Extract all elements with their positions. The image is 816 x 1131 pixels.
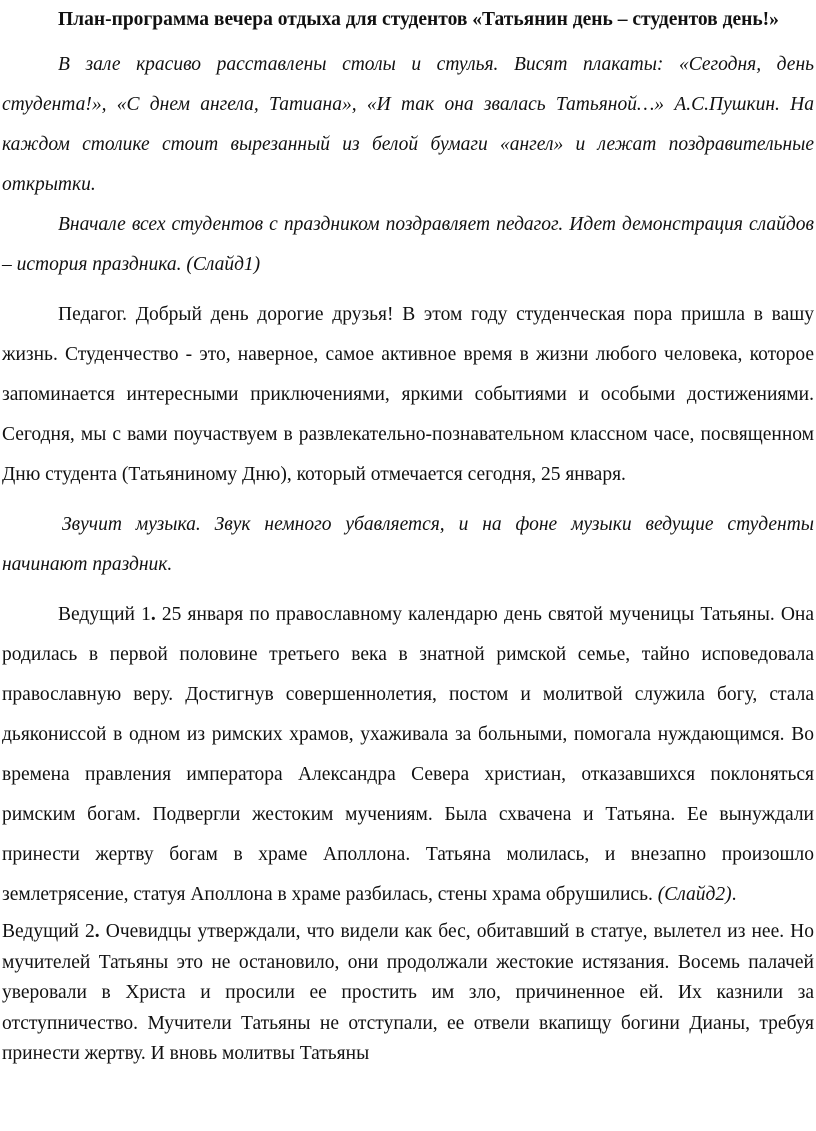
teacher-speech-paragraph: Педагог. Добрый день дорогие друзья! В этом году студенческая пора пришла в вашу жизнь. Студенчество - это, наверное, самое активное время в жизни любого человека, которое запоминается интересными приключениями, яркими событиями и особыми достижениями. Сегодня, мы с вами поучаствуем в развлекательно-познавательном классном часе, посвященном Дню студента (Татьяниному Дню), который отмечается сегодня, 25 января. [2,304,814,485]
music-direction-paragraph: Звучит музыка. Звук немного убавляется, и на фоне музыки ведущие студенты начинают праздник. [2,514,814,575]
host1-slide-note: (Слайд2) [657,884,732,905]
intro-scene-paragraph: В зале красиво расставлены столы и стулья. Висят плакаты: «Сегодня, день студента!», «С днем ангела, Татиана», «И так она звалась Татьяной…» А.С.Пушкин. На каждом столике стоит вырезанный из белой бумаги «ангел» и лежат поздравительные открытки. [2,54,814,195]
host1-label-dot: . [150,604,156,625]
host1-end: . [731,884,737,905]
intro-action-paragraph: Вначале всех студентов с праздником поздравляет педагог. Идет демонстрация слайдов – история праздника. (Слайд1) [2,214,814,275]
host2-label-dot: . [94,921,100,942]
host1-label: Ведущий 1 [58,604,151,625]
host1-paragraph [2,595,814,915]
host2-paragraph [2,917,814,1070]
document-title: План-программа вечера отдыха для студентов «Татьянин день – студентов день!» [58,9,779,30]
host2-text: Очевидцы утверждали, что видели как бес, обитавший в статуе, вылетел из нее. Но мучителей Татьяны это не остановило, они продолжали жестокие истязания. Восемь палачей уверовали в Христа и просили ее простить им зло, причиненное ей. Их казнили за отступничество. Мучители Татьяны не отступали, ее отвели вкапищу богини Дианы, требуя принести жертву. И вновь молитвы Татьяны [2,921,814,1064]
host2-label: Ведущий 2 [2,921,95,942]
host1-text: 25 января по православному календарю день святой мученицы Татьяны. Она родилась в первой половине третьего века в знатной римской семье, тайно исповедовала православную веру. Достигнув совершеннолетия, постом и молитвой служила богу, стала дьякониссой в одном из римских храмов, ухаживала за больными, помогала нуждающимся. Во времена правления императора Александра Севера христиан, отказавшихся поклоняться римским богам. Подвергли жестоким мучениям. Была схвачена и Татьяна. Ее вынуждали принести жертву богам в храме Аполлона. Татьяна молилась, и внезапно произошло землетрясение, статуя Аполлона в храме разбилась, стены храма обрушились. [2,604,814,905]
